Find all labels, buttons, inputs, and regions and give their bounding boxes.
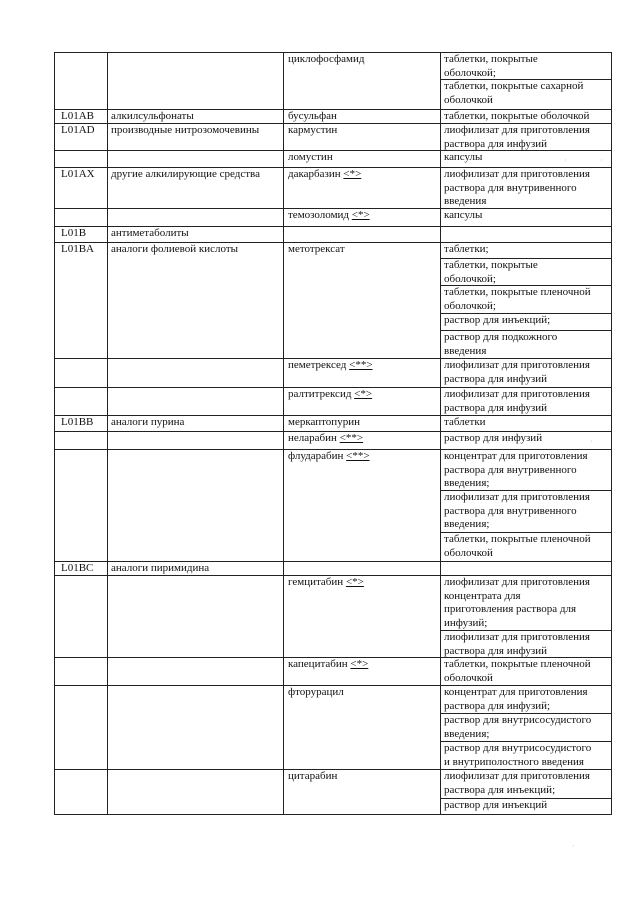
table-column-rule: [54, 52, 55, 815]
drug-name: гемцитабин <*>: [288, 576, 364, 588]
dosage-form-line: раствор для подкожного: [444, 331, 558, 343]
dosage-form-line: лиофилизат для приготовления: [444, 491, 590, 503]
drug-name: пеметрексед <**>: [288, 359, 373, 371]
table-column-rule: [440, 52, 441, 815]
dosage-form-line: раствор для инъекций: [444, 799, 548, 811]
restricted-mark-link[interactable]: <*>: [350, 658, 369, 670]
drug-name: меркаптопурин: [288, 416, 360, 428]
dosage-form-line: раствора для внутривенного: [444, 463, 577, 476]
dosage-form-line: приготовления раствора для: [444, 603, 576, 615]
dosage-form-line: таблетки, покрытые сахарной: [444, 80, 584, 92]
atc-code: L01AD: [61, 124, 95, 136]
dosage-form-line: инфузий;: [444, 616, 488, 629]
dosage-form-line: оболочкой: [444, 546, 493, 559]
dosage-form-line: капсулы: [444, 209, 483, 221]
atc-code: L01BA: [61, 243, 94, 255]
dosage-form-line: таблетки;: [444, 243, 489, 255]
anatomical-group: аналоги фолиевой кислоты: [111, 243, 239, 255]
dosage-form-line: введения;: [444, 477, 490, 489]
anatomical-group: аналоги пиримидина: [111, 562, 210, 574]
restricted-mark-link[interactable]: <*>: [345, 576, 364, 588]
dosage-form-line: концентрат для приготовления: [444, 450, 588, 462]
dosage-form-line: лиофилизат для приготовления: [444, 168, 590, 180]
dosage-form-line: концентрата для: [444, 589, 521, 602]
anatomical-group: антиметаболиты: [111, 227, 189, 239]
scan-speck: ·: [590, 437, 593, 446]
dosage-form-line: таблетки, покрытые оболочкой: [444, 110, 590, 122]
dosage-form-line: таблетки: [444, 416, 486, 428]
anatomical-group: производные нитрозомочевины: [111, 124, 260, 136]
atc-code: L01BC: [61, 562, 94, 574]
drug-name: кармустин: [288, 124, 338, 136]
table-column-rule: [283, 52, 284, 815]
restricted-mark-link[interactable]: <*>: [351, 209, 370, 221]
dosage-form-line: раствора для инфузий: [444, 401, 547, 414]
restricted-mark-link[interactable]: <*>: [354, 388, 373, 400]
scan-speck: ·: [600, 156, 603, 165]
dosage-form-line: оболочкой: [444, 93, 493, 106]
dosage-form-line: оболочкой;: [444, 66, 496, 79]
dosage-form-line: раствор для внутрисосудистого: [444, 742, 592, 754]
restricted-mark-link[interactable]: <*>: [343, 168, 362, 180]
drug-name: бусульфан: [288, 110, 337, 122]
dosage-form-line: раствора для инфузий: [444, 644, 547, 657]
dosage-form-line: раствора для внутривенного: [444, 504, 577, 517]
scan-speck: ·: [572, 842, 575, 851]
table-column-rule: [107, 52, 108, 815]
atc-code: L01BB: [61, 416, 94, 428]
drug-name: цитарабин: [288, 770, 338, 782]
restricted-mark-link[interactable]: <**>: [346, 450, 370, 462]
dosage-form-line: таблетки, покрытые пленочной: [444, 658, 591, 670]
dosage-form-line: раствора для внутривенного: [444, 181, 577, 194]
dosage-form-line: оболочкой;: [444, 299, 496, 312]
row-rule: [54, 814, 612, 815]
dosage-form-line: лиофилизат для приготовления: [444, 359, 590, 371]
anatomical-group: алкилсульфонаты: [111, 110, 194, 122]
dosage-form-line: раствор для внутрисосудистого: [444, 714, 592, 726]
dosage-form-line: лиофилизат для приготовления: [444, 631, 590, 643]
drug-name: капецитабин <*>: [288, 658, 369, 670]
dosage-form-line: лиофилизат для приготовления: [444, 388, 590, 400]
dosage-form-line: оболочкой: [444, 671, 493, 684]
dosage-form-line: лиофилизат для приготовления: [444, 770, 590, 782]
drug-name: метотрексат: [288, 243, 345, 255]
dosage-form-line: раствор для инъекций;: [444, 314, 551, 326]
dosage-form-line: и внутриполостного введения: [444, 755, 584, 768]
table-column-rule: [611, 52, 612, 815]
anatomical-group: аналоги пурина: [111, 416, 185, 428]
dosage-form-line: таблетки, покрытые пленочной: [444, 533, 591, 545]
dosage-form-line: введения;: [444, 727, 490, 740]
atc-code: L01AB: [61, 110, 94, 122]
dosage-form-line: раствора для инфузий;: [444, 699, 551, 712]
dosage-form-line: концентрат для приготовления: [444, 686, 588, 698]
dosage-form-line: введения: [444, 344, 487, 357]
dosage-form-line: лиофилизат для приготовления: [444, 124, 590, 136]
dosage-form-line: введения;: [444, 518, 490, 530]
dosage-form-line: таблетки, покрытые: [444, 259, 538, 271]
scan-speck: ·: [564, 156, 567, 165]
drug-name: фторурацил: [288, 686, 344, 698]
dosage-form-line: раствора для инъекций;: [444, 783, 556, 796]
anatomical-group: другие алкилирующие средства: [111, 168, 260, 180]
dosage-form-line: капсулы: [444, 151, 483, 163]
drug-name: ралтитрексид <*>: [288, 388, 373, 400]
restricted-mark-link[interactable]: <**>: [339, 432, 364, 444]
dosage-form-line: раствора для инфузий: [444, 372, 547, 385]
dosage-form-line: введения: [444, 195, 487, 207]
atc-code: L01B: [61, 227, 87, 239]
dosage-form-line: раствор для инфузий: [444, 432, 543, 444]
dosage-form-line: оболочкой;: [444, 272, 496, 285]
drug-name: флударабин <**>: [288, 450, 370, 462]
restricted-mark-link[interactable]: <**>: [349, 359, 373, 371]
drug-name: ломустин: [288, 151, 333, 163]
atc-code: L01AX: [61, 168, 95, 180]
dosage-form-line: таблетки, покрытые пленочной: [444, 286, 591, 298]
drug-name: циклофосфамид: [288, 53, 365, 65]
dosage-form-line: раствора для инфузий: [444, 137, 547, 150]
drug-name: неларабин <**>: [288, 432, 364, 444]
dosage-form-line: лиофилизат для приготовления: [444, 576, 590, 588]
drug-name: дакарбазин <*>: [288, 168, 362, 180]
dosage-form-line: таблетки, покрытые: [444, 53, 538, 65]
drug-name: темозоломид <*>: [288, 209, 370, 221]
